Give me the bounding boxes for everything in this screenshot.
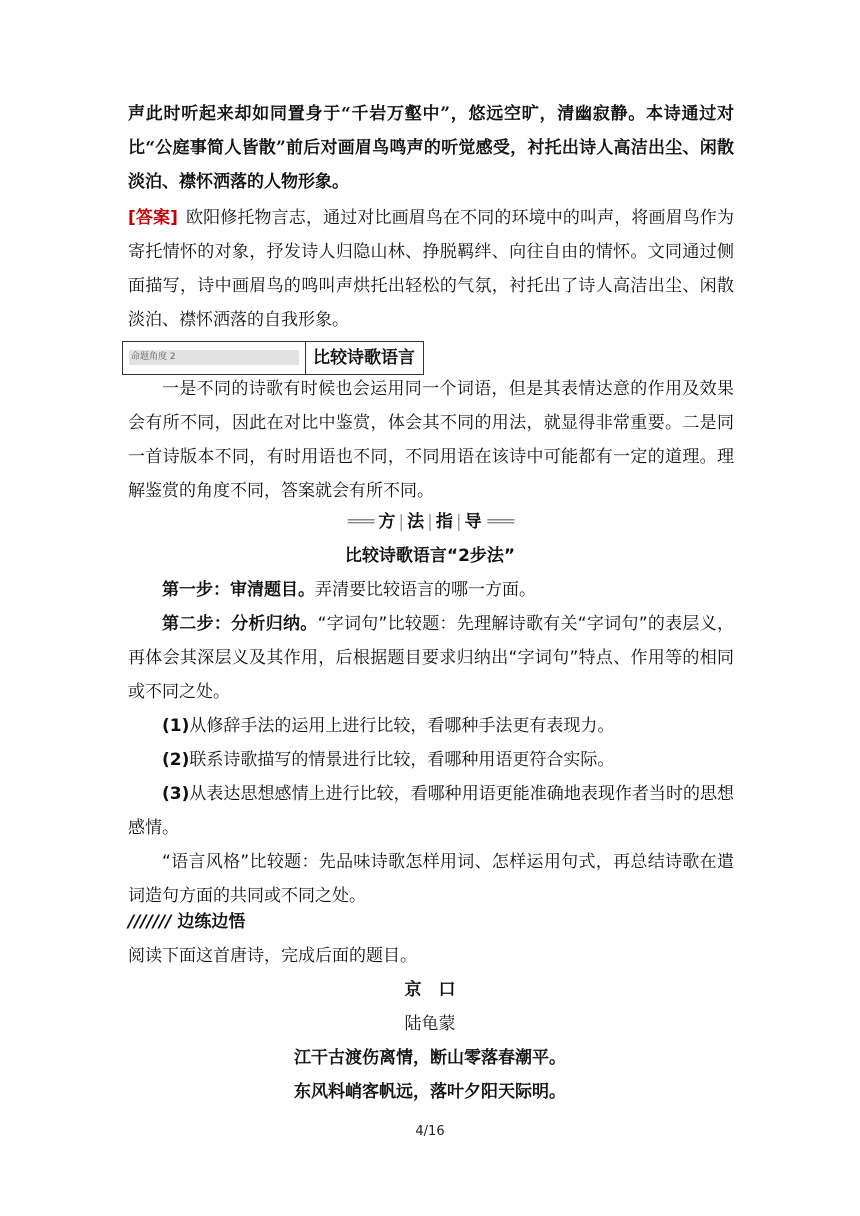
step2-label: 第二步：分析归纳。 bbox=[162, 614, 318, 634]
step1-text: 弄清要比较语言的哪一方面。 bbox=[315, 580, 536, 600]
method-separator: | bbox=[455, 512, 462, 532]
step1-label: 第一步：审清题目。 bbox=[162, 580, 315, 600]
practice-instruction: 阅读下面这首唐诗，完成后面的题目。 bbox=[128, 946, 417, 966]
item3-number: (3) bbox=[162, 784, 190, 804]
item1-text: 从修辞手法的运用上进行比较，看哪种手法更有表现力。 bbox=[189, 716, 615, 736]
left-decoration-icon: ═══ bbox=[347, 512, 373, 532]
right-decoration-icon: ═══ bbox=[487, 512, 513, 532]
list-item-1 bbox=[128, 709, 734, 743]
style-paragraph: “语言风格”比较题：先品味诗歌怎样用词、怎样运用句式，再总结诗歌在遣词造句方面的共同或不同之处。 bbox=[128, 852, 734, 906]
method-subtitle: 比较诗歌语言“2步法” bbox=[344, 546, 516, 566]
poem-line-1: 江干古渡伤离情，断山零落春潮平。 bbox=[294, 1048, 566, 1068]
method-char-2: 法 bbox=[407, 512, 425, 532]
poem-line-2: 东风料峭客帆远，落叶夕阳天际明。 bbox=[294, 1082, 566, 1102]
method-char-4: 导 bbox=[464, 512, 482, 532]
method-header bbox=[0, 505, 860, 539]
list-item-2 bbox=[128, 743, 734, 777]
answer-text: 欧阳修托物言志，通过对比画眉鸟在不同的环境中的叫声，将画眉鸟作为寄托情怀的对象，抒发诗人归隐山林、挣脱羁绊、向往自由的情怀。文同通过侧面描写，诗中画眉鸟的鸣叫声烘托出轻松的气氛，衬托出了诗人高洁出尘、闲散淡泊、襟怀洒落的自我形象。 bbox=[128, 208, 734, 330]
method-separator: | bbox=[398, 512, 405, 532]
answer-paragraph bbox=[128, 201, 734, 337]
slash-decoration: /////// bbox=[128, 912, 172, 932]
angle-heading-box bbox=[122, 341, 424, 375]
method-char-3: 指 bbox=[435, 512, 453, 532]
intro-paragraph: 声此时听起来却如同置身于“千岩万壑中”，悠远空旷，清幽寂静。本诗通过对比“公庭事简人皆散”前后对画眉鸟鸣声的听觉感受，衬托出诗人高洁出尘、闲散淡泊、襟怀洒落的人物形象。 bbox=[128, 104, 734, 192]
method-separator: | bbox=[427, 512, 433, 532]
item1-number: (1) bbox=[162, 716, 190, 736]
angle-label: 命题角度 2 bbox=[129, 350, 299, 365]
answer-tag: [答案] bbox=[128, 208, 178, 228]
step1-paragraph bbox=[128, 573, 734, 607]
list-item-3 bbox=[128, 777, 734, 845]
angle-divider bbox=[305, 342, 306, 374]
poem-title: 京 口 bbox=[404, 980, 456, 1000]
item3-text: 从表达思想感情上进行比较，看哪种用语更能准确地表现作者当时的思想感情。 bbox=[128, 784, 734, 838]
practice-heading bbox=[128, 905, 245, 939]
item2-number: (2) bbox=[162, 750, 190, 770]
page-number: 4/16 bbox=[415, 1124, 445, 1139]
practice-label: 边练边悟 bbox=[177, 912, 246, 932]
angle-title: 比较诗歌语言 bbox=[313, 348, 415, 368]
item2-text: 联系诗歌描写的情景进行比较，看哪种用语更符合实际。 bbox=[189, 750, 615, 770]
poem-author: 陆龟蒙 bbox=[404, 1014, 456, 1034]
angle-paragraph: 一是不同的诗歌有时候也会运用同一个词语，但是其表情达意的作用及效果会有所不同，因此在对比中鉴赏，体会其不同的用法，就显得非常重要。二是同一首诗版本不同，有时用语也不同，不同用语在该诗中可能都有一定的道理。理解鉴赏的角度不同，答案就会有所不同。 bbox=[128, 379, 734, 501]
step2-text: “字词句”比较题：先理解诗歌有关“字词句”的表层义，再体会其深层义及其作用，后根据题目要求归纳出“字词句”特点、作用等的相同或不同之处。 bbox=[128, 614, 735, 702]
method-char-1: 方 bbox=[378, 512, 396, 532]
step2-paragraph bbox=[128, 607, 734, 709]
